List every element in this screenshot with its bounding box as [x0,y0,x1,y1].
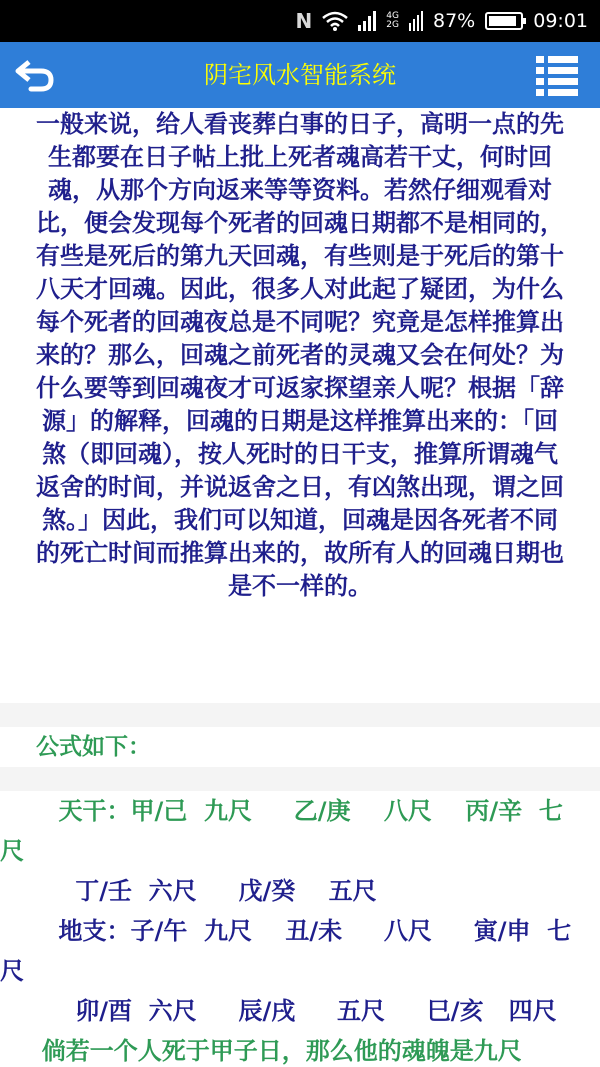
battery-icon [485,12,523,30]
dizhi-line: 地支：子/午 九尺 丑/未 八尺 寅/申 七 [0,917,572,945]
dizhi-line-2: 卯/酉 六尺 辰/戌 五尺 巳/亥 四尺 [0,997,557,1025]
nfc-icon: N [295,9,313,33]
article-line: 来的？那么，回魂之前死者的灵魂又会在何处？为 [36,341,564,369]
article-line: 魂，从那个方向返来等等资料。若然仔细观看对 [48,176,552,204]
article-line: 有些是死后的第九天回魂，有些则是于死后的第十 [36,242,564,270]
example-line: 倘若一个人死于甲子日，那么他的魂魄是九尺 [0,1037,522,1065]
article-line: 一般来说，给人看丧葬白事的日子，高明一点的先 [36,110,564,138]
tiangan-line: 天干：甲/己 九尺 乙/庚 八尺 丙/辛 七 [0,797,563,825]
article-line: 每个死者的回魂夜总是不同呢？究竟是怎样推算出 [36,308,564,336]
formula-label: 公式如下： [36,734,151,760]
article-line: 返舍的时间，并说返舍之日，有凶煞出现，谓之回 [36,473,564,501]
article-line: 煞（即回魂），按人死时的日干支，推算所谓魂气 [42,440,558,468]
article-line: 比，便会发现每个死者的回魂日期都不是相同的， [36,209,564,237]
section-divider [0,767,600,791]
dizhi-line-wrap: 尺 [0,957,24,985]
status-icons [296,0,588,42]
wifi-icon [322,11,348,31]
signal-icon [358,11,376,31]
article-line: 什么要等到回魂夜才可返家探望亲人呢？根据「辞 [36,374,564,402]
network-4g: 4G [386,11,399,21]
article-line: 煞。」因此，我们可以知道，回魂是因各死者不同 [42,506,558,534]
app-bar [0,42,600,108]
section-divider [0,703,600,727]
clock: 09:01 [533,10,588,32]
article-line: 源」的解释，回魂的日期是这样推算出来的：「回 [42,407,558,435]
battery-percent: 87% [433,10,476,32]
status-bar [0,0,600,42]
page-title: 阴宅风水智能系统 [204,61,396,89]
signal-icon-2 [409,11,423,31]
tiangan-line-wrap: 尺 [0,837,24,865]
network-type [386,12,399,30]
article-line: 八天才回魂。因此，很多人对此起了疑团，为什么 [36,275,564,303]
menu-button[interactable] [536,54,578,96]
article-line: 的死亡时间而推算出来的，故所有人的回魂日期也 [36,539,564,567]
article-line: 生都要在日子帖上批上死者魂高若干丈，何时回 [48,143,552,171]
article-line: 是不一样的。 [228,572,372,600]
tiangan-line-2: 丁/壬 六尺 戊/癸 五尺 [0,877,377,905]
network-2g: 2G [386,20,399,30]
article-text [0,108,600,703]
